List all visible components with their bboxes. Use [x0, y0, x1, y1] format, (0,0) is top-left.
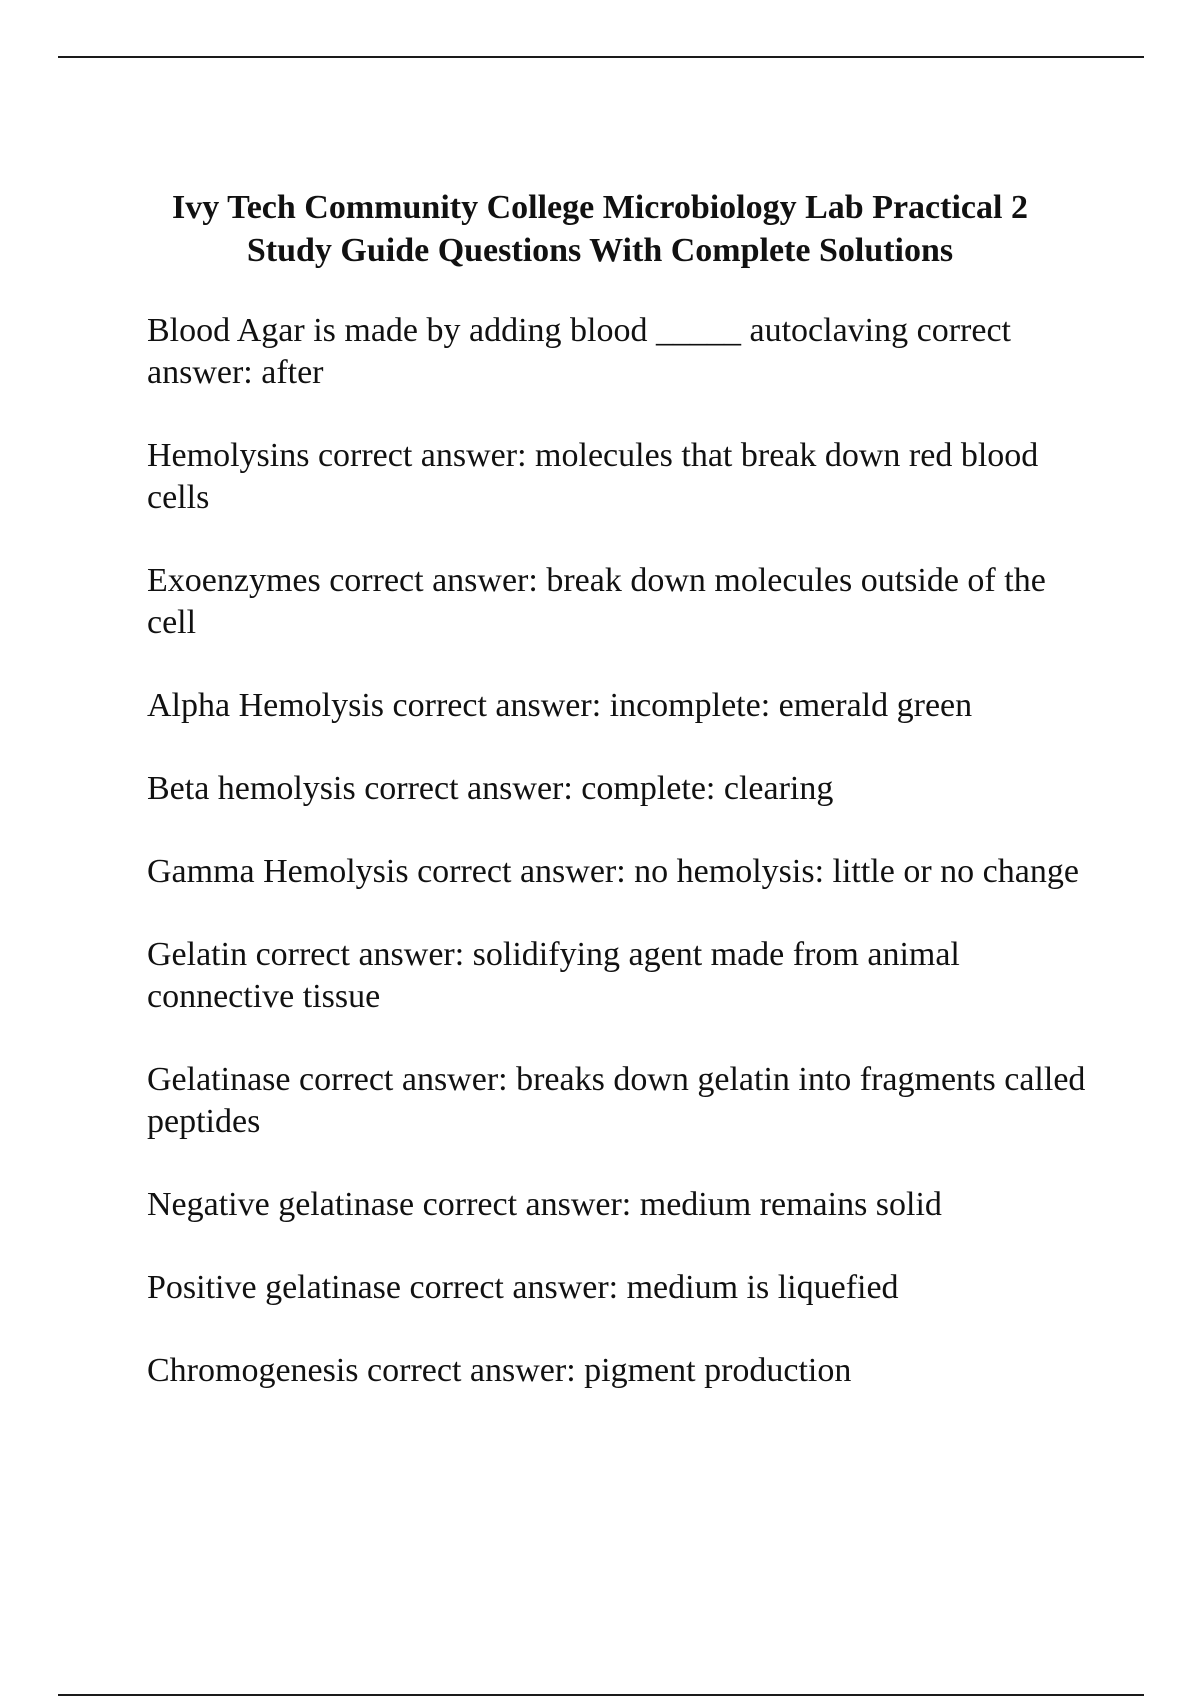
title-line-1: Ivy Tech Community College Microbiology Lab Practical 2	[172, 189, 1028, 226]
qa-item-gelatin: Gelatin correct answer: solidifying agent made from animal connective tissue	[147, 936, 960, 1015]
qa-item-blood-agar: Blood Agar is made by adding blood _____ autoclaving correct answer: after	[147, 312, 1011, 391]
title-line-2: Study Guide Questions With Complete Solutions	[246, 232, 954, 269]
qa-item-beta-hemolysis: Beta hemolysis correct answer: complete: clearing	[147, 770, 834, 807]
qa-item-hemolysins: Hemolysins correct answer: molecules that break down red blood cells	[147, 437, 1039, 516]
qa-item-gelatinase: Gelatinase correct answer: breaks down gelatin into fragments called peptides	[147, 1061, 1086, 1140]
qa-item-positive-gelatinase: Positive gelatinase correct answer: medium is liquefied	[147, 1269, 899, 1306]
qa-item-negative-gelatinase: Negative gelatinase correct answer: medium remains solid	[147, 1186, 942, 1223]
document-title	[100, 186, 1100, 272]
qa-item-exoenzymes: Exoenzymes correct answer: break down molecules outside of the cell	[147, 562, 1046, 641]
top-divider	[58, 56, 1144, 58]
qa-item-gamma-hemolysis: Gamma Hemolysis correct answer: no hemolysis: little or no change	[147, 853, 1079, 890]
qa-item-chromogenesis: Chromogenesis correct answer: pigment production	[147, 1352, 852, 1389]
bottom-divider	[58, 1694, 1144, 1696]
qa-item-alpha-hemolysis: Alpha Hemolysis correct answer: incomplete: emerald green	[147, 687, 973, 724]
question-answer-list	[147, 310, 1087, 1433]
